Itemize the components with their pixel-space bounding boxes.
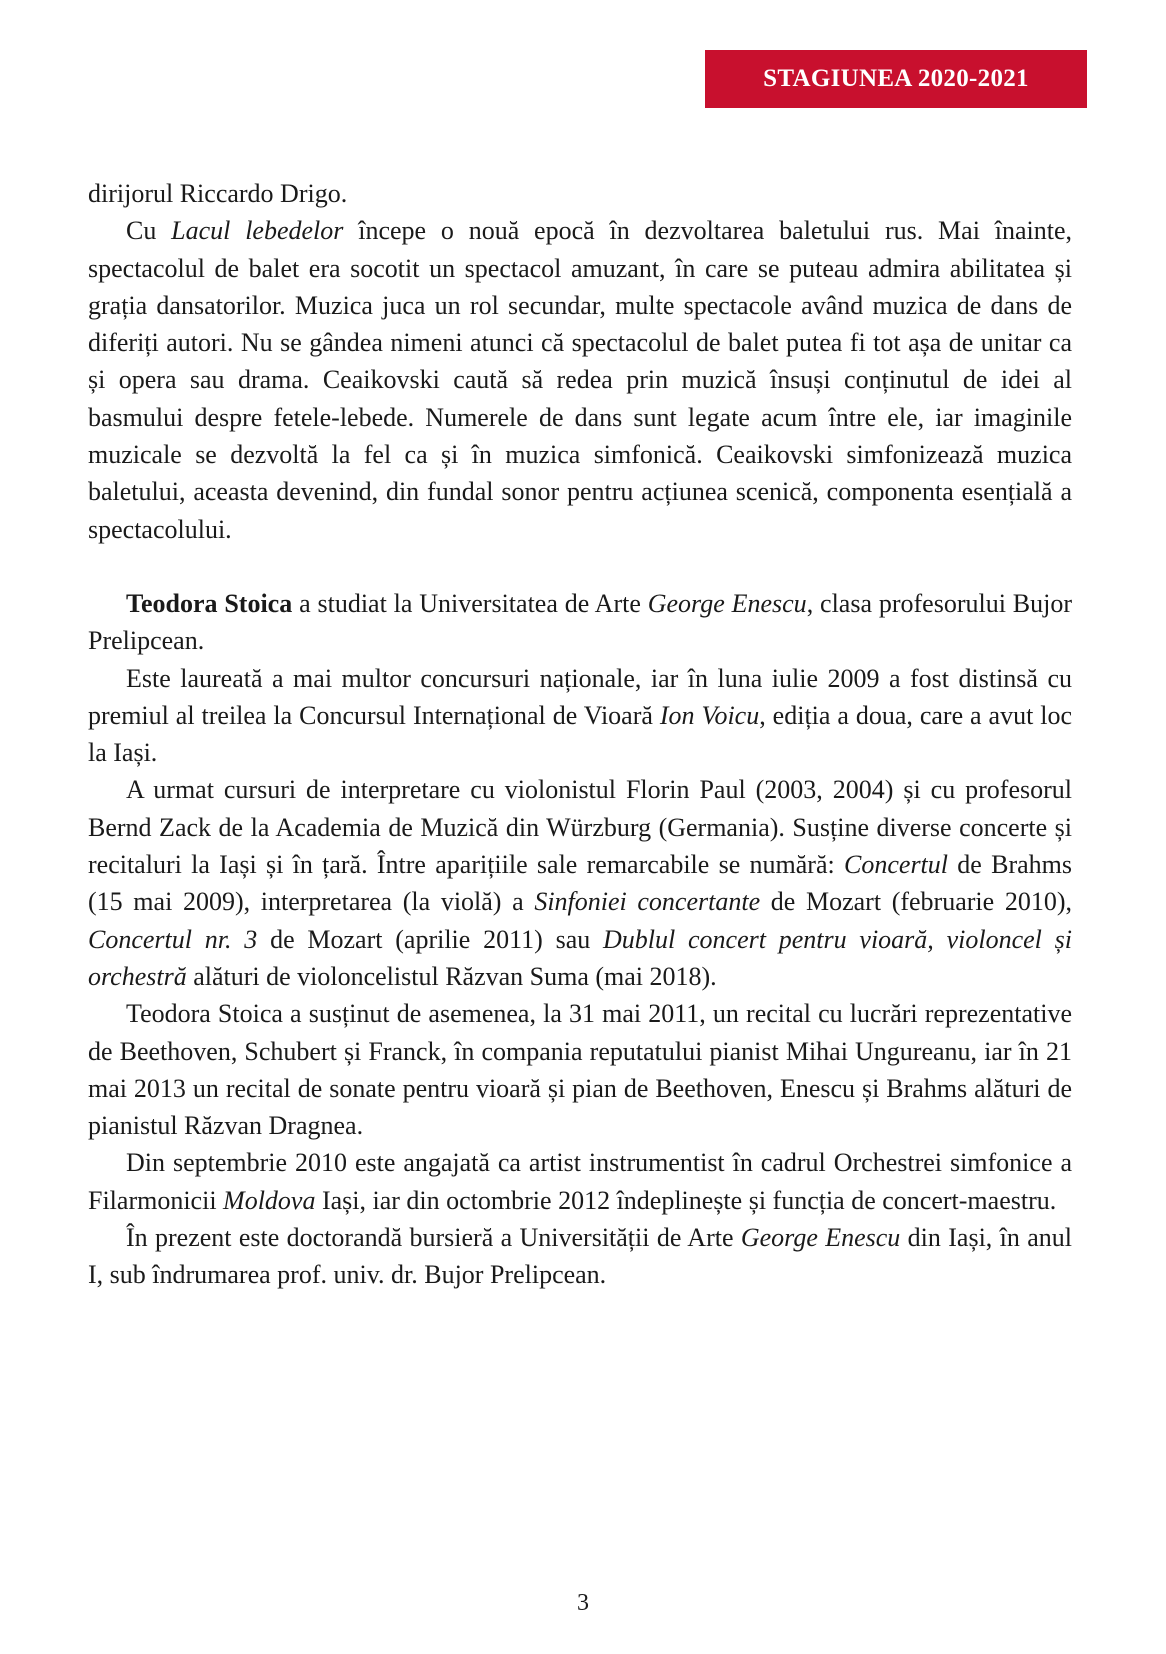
bold-name: Teodora Stoica [126,588,293,618]
text-run: În prezent este doctorandă bursieră a Universității de Arte [126,1223,741,1253]
paragraph [88,1144,1072,1219]
paragraph [88,771,1072,995]
text-run: , clasa profesorului Bujor Prelipcean. [88,588,1073,656]
paragraph [88,1219,1072,1294]
page-number: 3 [577,1590,589,1616]
italic-title: George Enescu [647,588,807,618]
text-run: Este laureată a mai multor concursuri naționale, iar în luna iulie 2009 a fost distinsă cu premiul al treilea la Concursul Internațional de Vioară [88,663,1072,730]
season-badge [705,50,1087,108]
paragraph [88,175,1072,212]
italic-title: Lacul lebedelor [171,216,344,246]
text-run: Iași, iar din octombrie 2012 îndeplinește și funcția de concert-maestru. [315,1185,1057,1215]
text-run: dirijorul Riccardo Drigo. [88,179,348,208]
text-run: de Mozart (februarie 2010), [760,887,1072,917]
text-run: începe o nouă epocă în dezvoltarea baletului rus. Mai înainte, spectacolul de balet era socotit un spectacol amuzant, în care se puteau admira abilitatea și grația dansatorilor. Muzica juca un rol secundar, multe spectacole având muzica de dans de diferiți autori. Nu se gândea nimeni atunci că spectacolul de balet putea fi tot așa de unitar ca și opera sau drama. Ceaikovski caută să redea prin muzică însuși conținutul de idei al basmului despre fetele-lebede. Numerele de dans sunt legate acum între ele, iar imaginile muzicale se dezvoltă la fel ca și în muzica simfonică. Ceaikovski simfonizează muzica baletului, aceasta devenind, din fundal sonor pentru acțiunea scenică, componenta esențială a spectacolului. [88,216,1073,544]
text-run: de Mozart (aprilie 2011) sau [257,924,604,954]
text-run: Cu [126,216,172,246]
document-body [88,175,1072,1294]
text-run: Teodora Stoica a susținut de asemenea, la 31 mai 2011, un recital cu lucrări reprezentative de Beethoven, Schubert și Franck, în compania reputatului pianist Mihai Ungureanu, iar în 21 mai 2013 un recital de sonate pentru vioară și pian de Beethoven, Enescu și Brahms alături de pianistul Răzvan Dragnea. [88,999,1072,1141]
text-run: Din septembrie 2010 este angajată ca artist instrumentist în cadrul Orchestrei simfonice a Filarmonicii [88,1148,1072,1215]
text-run: alături de violoncelistul Răzvan Suma (mai 2018). [186,961,717,991]
text-run: A urmat cursuri de interpretare cu violonistul Florin Paul (2003, 2004) și cu profesorul Bernd Zack de la Academia de Muzică din Würzburg (Germania). Susține diverse concerte și recitaluri la Iași și în țară. Între aparițiile sale remarcabile se numără: [88,775,1072,880]
paragraph [88,585,1072,660]
italic-title: Concertul nr. 3 [88,924,258,954]
paragraph [88,660,1072,772]
italic-title: George Enescu [740,1223,901,1253]
season-badge-label: STAGIUNEA 2020-2021 [763,65,1029,92]
text-run: de Brahms (15 mai 2009), interpretarea (la violă) a [88,850,1073,917]
text-run: a studiat la Universitatea de Arte [292,588,648,618]
italic-title: Ion Voicu [659,700,760,730]
italic-title: Moldova [223,1185,316,1215]
text-run: , ediția a doua, care a avut loc la Iași. [88,700,1073,768]
paragraph [88,212,1072,548]
text-run: din Iași, în anul I, sub îndrumarea prof. univ. dr. Bujor Prelipcean. [88,1223,1072,1290]
italic-title: Sinfoniei concertante [534,887,761,917]
italic-title: Dublul concert pentru vioară, violoncel și orchestră [88,924,1072,991]
paragraph [88,995,1072,1144]
italic-title: Concertul [844,850,949,880]
